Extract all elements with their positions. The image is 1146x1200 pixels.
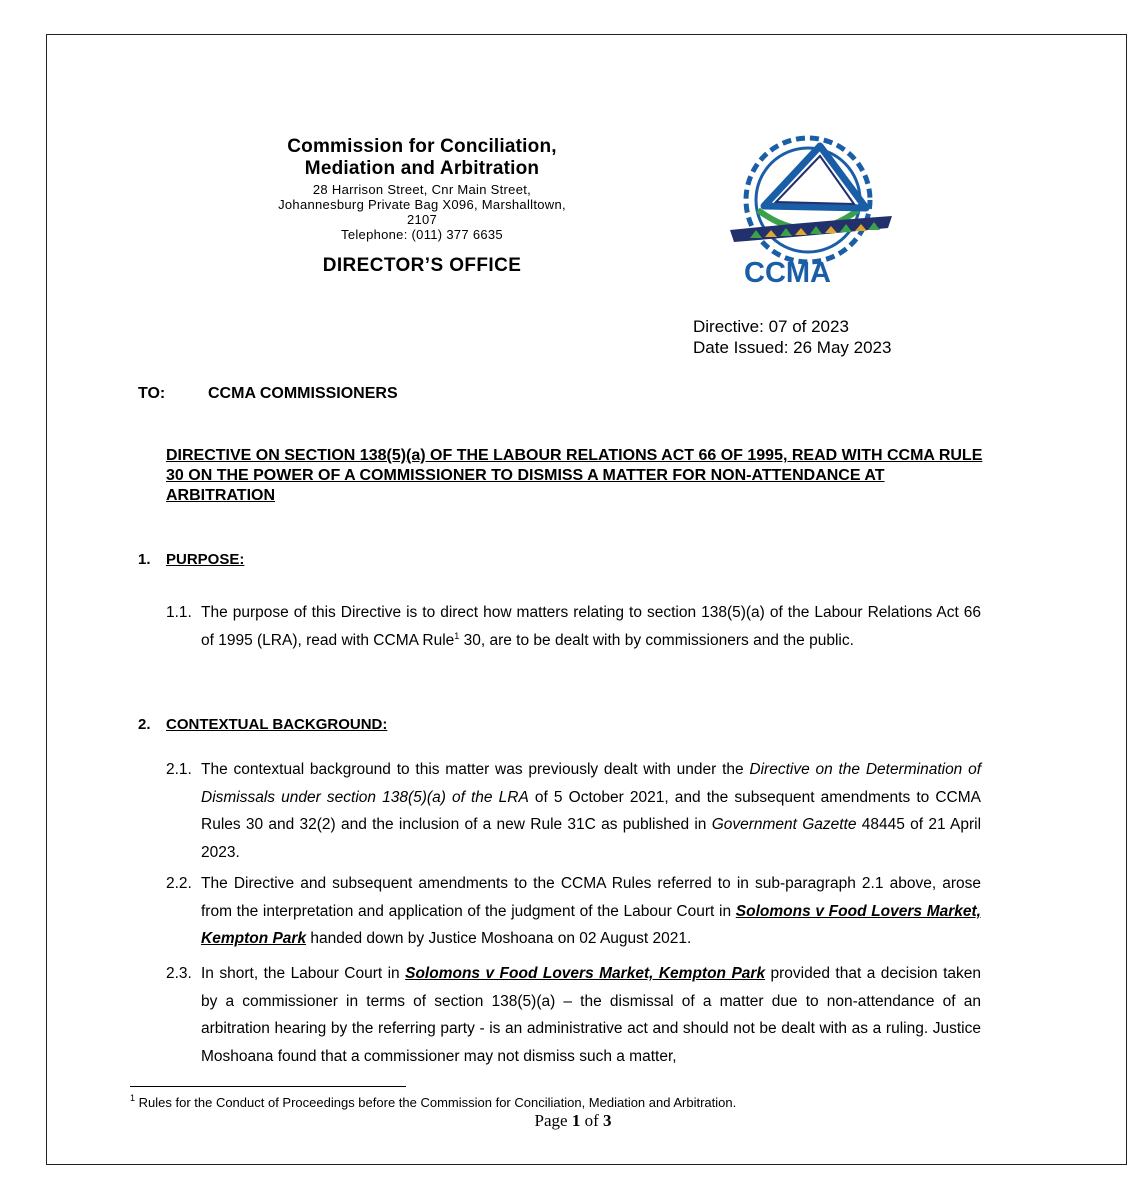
paragraph-text [201,599,981,654]
paragraph-2-2 [166,870,981,953]
footnote-mark: 1 [130,1093,136,1103]
text-run: In short, the Labour Court in [201,965,406,982]
text-run: The Directive and subsequent amendments to the CCMA Rules referred to in sub-paragraph 2.1 above, arose from the interpretation and application of the judgment of the Labour Court in [201,875,981,920]
case-citation: Solomons v Food Lovers Market, Kempton Park [201,902,981,948]
paragraph-1-1 [166,599,981,654]
page-label: Page [534,1111,572,1130]
text-run: The contextual background to this matter was previously dealt with under the [201,761,750,778]
footnote [130,1095,736,1110]
ccma-logo [716,126,896,286]
section-title: CONTEXTUAL BACKGROUND: [166,716,388,733]
italic-run: Directive on the Determination of Dismissals under section 138(5)(a) of the LRA [201,761,982,806]
paragraph-2-1 [166,756,981,866]
directive-title [166,446,996,506]
footnote-text: Rules for the Conduct of Proceedings before the Commission for Conciliation, Mediation and Arbitration. [135,1095,737,1110]
text-run: 48445 of 21 April 2023. [201,816,982,861]
section-title: PURPOSE: [166,551,245,568]
address-line2: Johannesburg Private Bag X096, Marshalltown, [278,197,566,212]
address-line3: 2107 [406,212,438,227]
directive-number: Directive: 07 of 2023 [693,317,849,336]
section-number: 1. [138,551,151,568]
address-line1: 28 Harrison Street, Cnr Main Street, [312,182,532,197]
org-name-line2: Mediation and Arbitration [304,158,540,179]
addressee [138,385,398,403]
paragraph-text [201,960,981,1070]
paragraph-number: 2.1. [166,761,192,778]
text-run: of 5 October 2021, and the subsequent amendments to CCMA Rules 30 and 32(2) and the inclusion of a new Rule 31C as published in [201,788,981,834]
text-run: 30, are to be dealt with by commissioners and the public. [459,631,854,649]
italic-run: Government Gazette [711,816,857,834]
paragraph-number: 2.3. [166,965,192,982]
text-run: handed down by Justice Moshoana on 02 August 2021. [306,930,692,948]
letterhead [236,136,608,277]
paragraph-text [201,870,981,953]
to-value: CCMA COMMISSIONERS [208,385,398,402]
footnote-separator [130,1086,406,1087]
paragraph-number: 2.2. [166,875,192,892]
paragraph-text [201,756,981,866]
footnote-ref: 1 [454,630,460,641]
page-of: of [580,1111,603,1130]
org-name-line1: Commission for Conciliation, [287,136,557,157]
page-number [0,1111,1146,1131]
office-title: DIRECTOR’S OFFICE [322,255,522,276]
section-number: 2. [138,716,151,733]
text-run: The purpose of this Directive is to direct how matters relating to section 138(5)(a) of the Labour Relations Act 66 of 1995 (LRA), read with CCMA Rule [201,604,981,649]
directive-meta [693,316,891,358]
date-issued: Date Issued: 26 May 2023 [693,338,892,357]
address [236,182,608,242]
page-current: 1 [571,1111,581,1130]
case-citation: Solomons v Food Lovers Market, Kempton Park [405,965,766,982]
page-total: 3 [602,1111,612,1130]
telephone: Telephone: (011) 377 6635 [341,227,503,242]
directive-title-text: DIRECTIVE ON SECTION 138(5)(a) OF THE LABOUR RELATIONS ACT 66 OF 1995, READ WITH CCMA RULE 30 ON THE POWER OF A COMMISSIONER TO DISMISS A MATTER FOR NON-ATTENDANCE AT ARBITRATION [166,447,983,504]
section-1-heading [138,551,244,568]
logo-text: CCMA [744,257,831,286]
section-2-heading [138,716,387,733]
to-label: TO: [138,385,166,402]
paragraph-number: 1.1. [166,604,192,621]
text-run: provided that a decision taken by a commissioner in terms of section 138(5)(a) – the dismissal of a matter due to non-attendance of an arbitration hearing by the referring party - is an administrative act and should not be dealt with as a ruling. Justice Moshoana found that a commissioner may not dismiss such a matter, [201,965,982,1065]
paragraph-2-3 [166,960,981,1070]
